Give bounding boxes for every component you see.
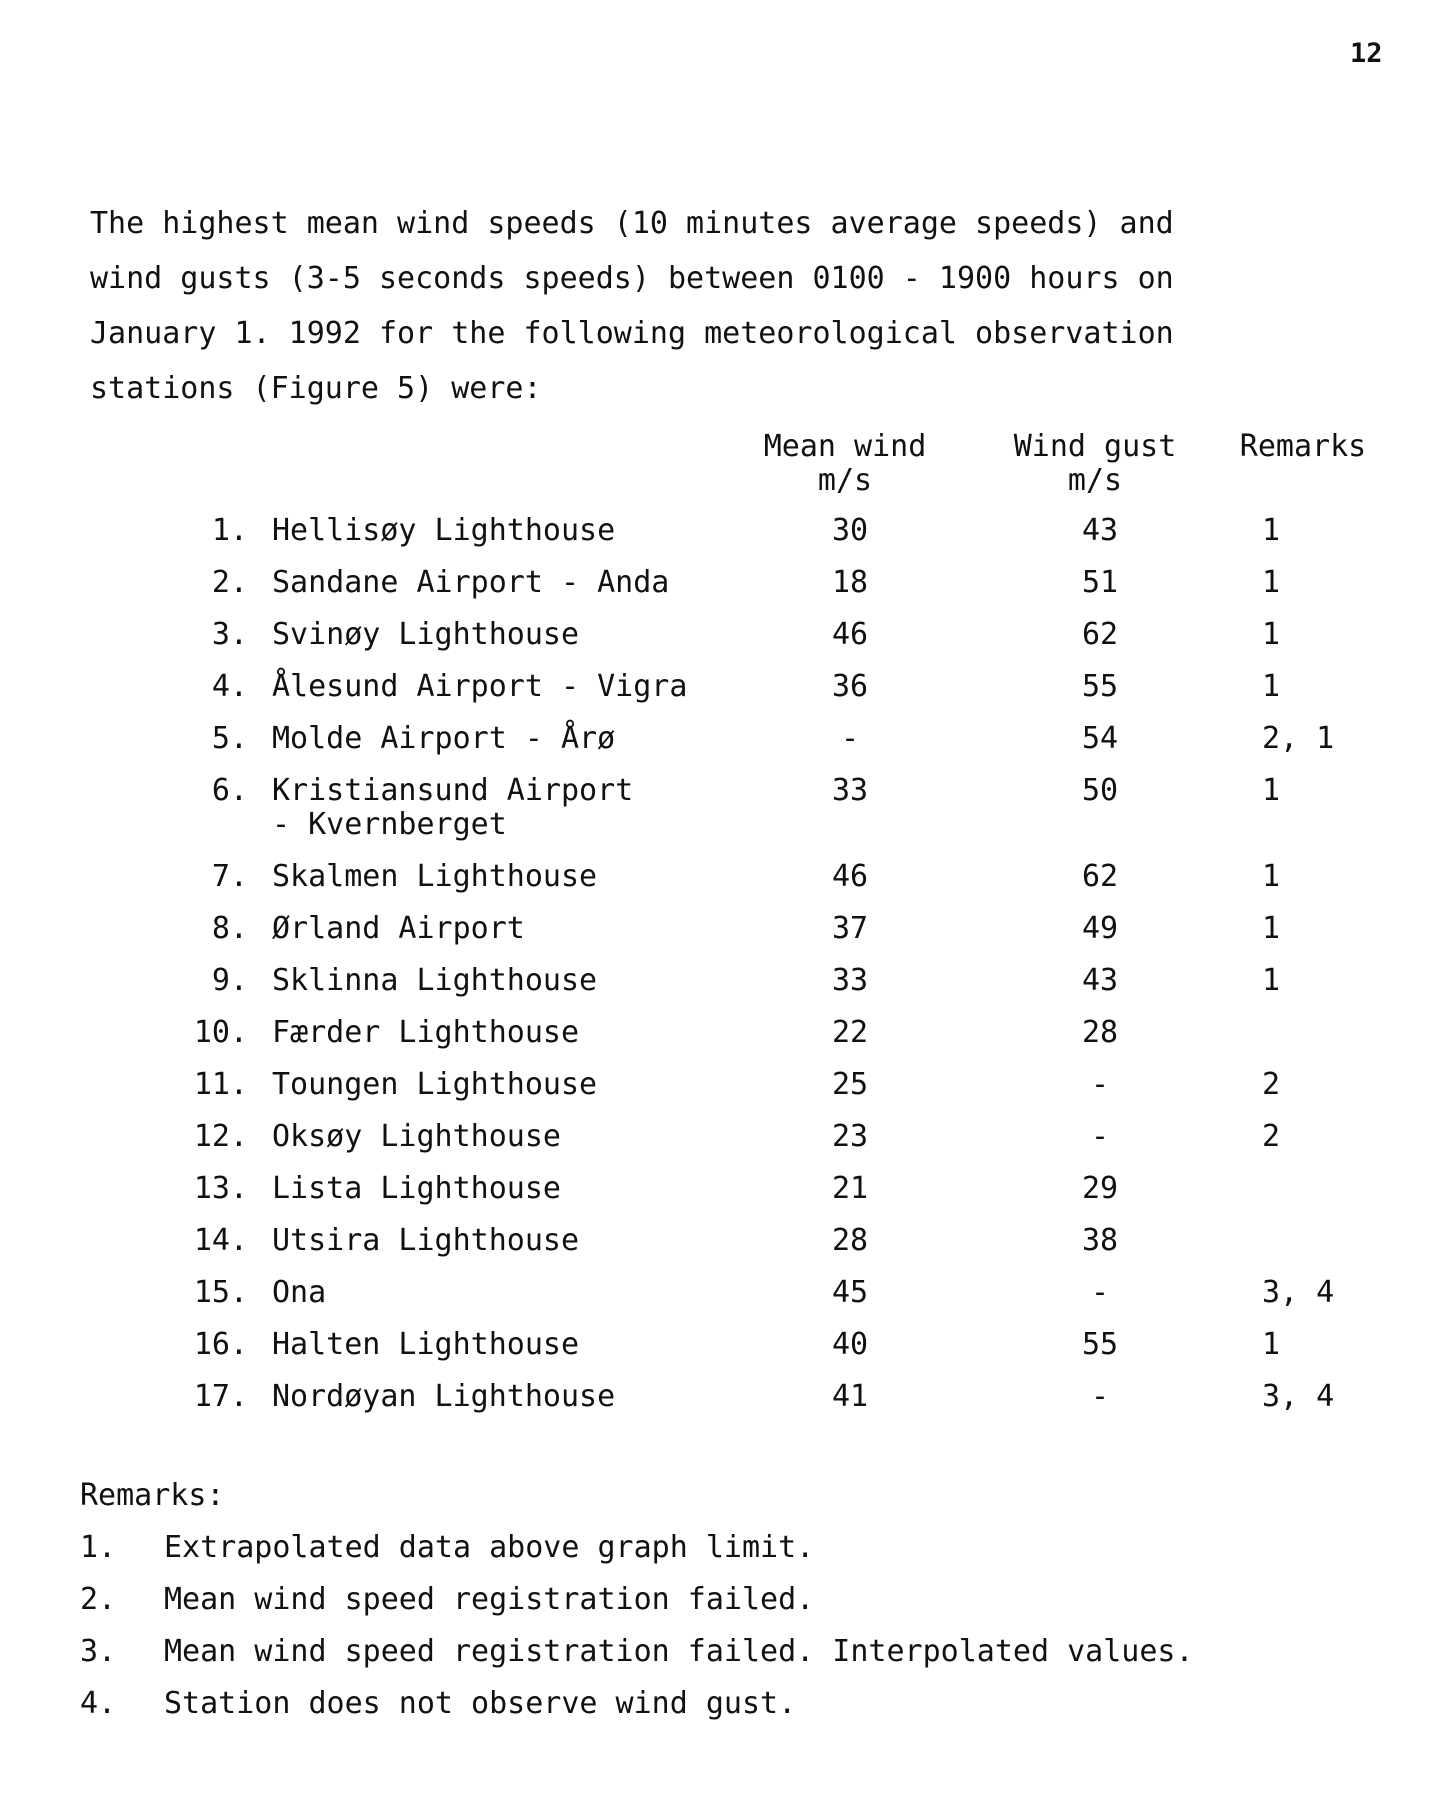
remarks-value: 1 bbox=[1262, 513, 1281, 548]
table-row bbox=[0, 774, 1440, 860]
remark-text: Extrapolated data above graph limit. bbox=[164, 1530, 815, 1565]
station-name bbox=[272, 1276, 752, 1310]
row-number: 11. bbox=[193, 1067, 248, 1102]
remarks-value: 1 bbox=[1262, 669, 1281, 704]
row-number: 7. bbox=[211, 859, 248, 894]
row-number: 12. bbox=[193, 1119, 248, 1154]
mean-wind-value: 23 bbox=[831, 1119, 869, 1154]
row-number: 5. bbox=[211, 721, 248, 756]
header-mean-wind-unit: m/s bbox=[817, 463, 873, 498]
page-number: 12 bbox=[1350, 38, 1383, 69]
remark-item bbox=[80, 1528, 1400, 1580]
row-number: 14. bbox=[193, 1223, 248, 1258]
mean-wind-value: - bbox=[840, 721, 860, 756]
mean-wind-value: 28 bbox=[831, 1223, 869, 1258]
table-row bbox=[0, 514, 1440, 566]
table-row bbox=[0, 670, 1440, 722]
station-name-line: Toungen Lighthouse bbox=[272, 1067, 598, 1102]
table-row bbox=[0, 618, 1440, 670]
row-number: 1. bbox=[211, 513, 248, 548]
mean-wind-value: 22 bbox=[831, 1015, 869, 1050]
row-number: 17. bbox=[193, 1379, 248, 1414]
mean-wind-value: 40 bbox=[831, 1327, 869, 1362]
station-name bbox=[272, 566, 752, 600]
wind-gust-value: 38 bbox=[1081, 1223, 1119, 1258]
table-row bbox=[0, 1120, 1440, 1172]
mean-wind-value: 18 bbox=[831, 565, 869, 600]
remark-number: 4. bbox=[80, 1686, 117, 1721]
station-name bbox=[272, 1172, 752, 1206]
station-name bbox=[272, 1068, 752, 1102]
wind-gust-value: 54 bbox=[1081, 721, 1119, 756]
station-name-line: Ørland Airport bbox=[272, 911, 525, 946]
table-row bbox=[0, 566, 1440, 618]
mean-wind-value: 46 bbox=[831, 617, 869, 652]
remarks-value: 1 bbox=[1262, 565, 1281, 600]
station-name bbox=[272, 964, 752, 998]
remark-number: 2. bbox=[80, 1582, 117, 1617]
header-remarks-label: Remarks bbox=[1239, 429, 1367, 464]
wind-gust-value: 62 bbox=[1081, 617, 1119, 652]
station-name bbox=[272, 1016, 752, 1050]
row-number: 4. bbox=[211, 669, 248, 704]
remark-item bbox=[80, 1580, 1400, 1632]
wind-gust-value: 29 bbox=[1081, 1171, 1119, 1206]
station-name-line: - Kvernberget bbox=[272, 807, 507, 842]
table-row bbox=[0, 1276, 1440, 1328]
intro-line: January 1. 1992 for the following meteorological observation bbox=[90, 316, 1174, 351]
remarks-value: 2, 1 bbox=[1262, 721, 1335, 756]
station-name-line: Færder Lighthouse bbox=[272, 1015, 580, 1050]
station-name bbox=[272, 774, 752, 842]
wind-gust-value: 28 bbox=[1081, 1015, 1119, 1050]
remarks-title: Remarks: bbox=[80, 1478, 225, 1513]
remarks-value: 1 bbox=[1262, 963, 1281, 998]
row-number: 15. bbox=[193, 1275, 248, 1310]
header-remarks bbox=[1218, 430, 1388, 464]
wind-gust-value: - bbox=[1090, 1067, 1110, 1102]
wind-gust-value: 55 bbox=[1081, 1327, 1119, 1362]
station-name bbox=[272, 912, 752, 946]
remarks-value: 1 bbox=[1262, 617, 1281, 652]
station-name-line: Svinøy Lighthouse bbox=[272, 617, 580, 652]
wind-gust-value: - bbox=[1090, 1275, 1110, 1310]
table-row bbox=[0, 1172, 1440, 1224]
table-row bbox=[0, 1016, 1440, 1068]
table-row bbox=[0, 1224, 1440, 1276]
mean-wind-value: 45 bbox=[831, 1275, 869, 1310]
row-number: 16. bbox=[193, 1327, 248, 1362]
station-name bbox=[272, 860, 752, 894]
remark-number: 1. bbox=[80, 1530, 117, 1565]
header-wind-gust-label: Wind gust bbox=[1013, 429, 1177, 464]
station-name bbox=[272, 1328, 752, 1362]
wind-gust-value: 43 bbox=[1081, 963, 1119, 998]
station-name-line: Lista Lighthouse bbox=[272, 1171, 561, 1206]
table-row bbox=[0, 1380, 1440, 1432]
remark-number: 3. bbox=[80, 1634, 117, 1669]
station-name-line: Ona bbox=[272, 1275, 327, 1310]
station-name-line: Molde Airport - Årø bbox=[272, 721, 616, 756]
row-number: 13. bbox=[193, 1171, 248, 1206]
wind-gust-value: - bbox=[1090, 1379, 1110, 1414]
station-name-line: Utsira Lighthouse bbox=[272, 1223, 580, 1258]
intro-line: stations (Figure 5) were: bbox=[90, 371, 542, 406]
station-name bbox=[272, 722, 752, 756]
remarks-value: 1 bbox=[1262, 911, 1281, 946]
intro-line: wind gusts (3-5 seconds speeds) between 0100 - 1900 hours on bbox=[90, 261, 1174, 296]
mean-wind-value: 41 bbox=[831, 1379, 869, 1414]
table-body bbox=[0, 514, 1440, 1432]
intro-paragraph bbox=[90, 196, 1370, 416]
mean-wind-value: 30 bbox=[831, 513, 869, 548]
mean-wind-value: 21 bbox=[831, 1171, 869, 1206]
table-row bbox=[0, 1328, 1440, 1380]
table-row bbox=[0, 860, 1440, 912]
remarks-value: 1 bbox=[1262, 859, 1281, 894]
station-name-line: Skalmen Lighthouse bbox=[272, 859, 598, 894]
row-number: 3. bbox=[211, 617, 248, 652]
station-name bbox=[272, 670, 752, 704]
remark-text: Mean wind speed registration failed. bbox=[164, 1582, 815, 1617]
station-name-line: Halten Lighthouse bbox=[272, 1327, 580, 1362]
mean-wind-value: 25 bbox=[831, 1067, 869, 1102]
table-row bbox=[0, 1068, 1440, 1120]
remarks-value: 3, 4 bbox=[1262, 1275, 1335, 1310]
wind-gust-value: - bbox=[1090, 1119, 1110, 1154]
station-name-line: Hellisøy Lighthouse bbox=[272, 513, 616, 548]
wind-gust-value: 43 bbox=[1081, 513, 1119, 548]
header-mean-wind-label: Mean wind bbox=[763, 429, 927, 464]
remarks-list bbox=[80, 1528, 1400, 1736]
mean-wind-value: 46 bbox=[831, 859, 869, 894]
mean-wind-value: 36 bbox=[831, 669, 869, 704]
wind-gust-value: 50 bbox=[1081, 773, 1119, 808]
row-number: 2. bbox=[211, 565, 248, 600]
station-name bbox=[272, 618, 752, 652]
wind-gust-value: 49 bbox=[1081, 911, 1119, 946]
remarks-section bbox=[80, 1476, 1400, 1736]
intro-line: The highest mean wind speeds (10 minutes average speeds) and bbox=[90, 206, 1174, 241]
wind-gust-value: 51 bbox=[1081, 565, 1119, 600]
table-row bbox=[0, 912, 1440, 964]
station-name-line: Sklinna Lighthouse bbox=[272, 963, 598, 998]
row-number: 6. bbox=[211, 773, 248, 808]
remarks-value: 1 bbox=[1262, 1327, 1281, 1362]
remarks-value: 2 bbox=[1262, 1119, 1281, 1154]
station-name-line: Sandane Airport - Anda bbox=[272, 565, 670, 600]
mean-wind-value: 37 bbox=[831, 911, 869, 946]
header-mean-wind bbox=[740, 430, 950, 498]
remarks-value: 3, 4 bbox=[1262, 1379, 1335, 1414]
table-row bbox=[0, 722, 1440, 774]
row-number: 8. bbox=[211, 911, 248, 946]
wind-gust-value: 62 bbox=[1081, 859, 1119, 894]
mean-wind-value: 33 bbox=[831, 963, 869, 998]
remark-text: Mean wind speed registration failed. Interpolated values. bbox=[164, 1634, 1194, 1669]
remarks-value: 1 bbox=[1262, 773, 1281, 808]
remarks-value: 2 bbox=[1262, 1067, 1281, 1102]
station-name bbox=[272, 1120, 752, 1154]
station-name bbox=[272, 1380, 752, 1414]
header-wind-gust-unit: m/s bbox=[1067, 463, 1123, 498]
wind-gust-value: 55 bbox=[1081, 669, 1119, 704]
station-name bbox=[272, 1224, 752, 1258]
station-name-line: Kristiansund Airport bbox=[272, 773, 634, 808]
station-name-line: Nordøyan Lighthouse bbox=[272, 1379, 616, 1414]
table-row bbox=[0, 964, 1440, 1016]
header-wind-gust bbox=[990, 430, 1200, 498]
mean-wind-value: 33 bbox=[831, 773, 869, 808]
remark-item bbox=[80, 1632, 1400, 1684]
row-number: 9. bbox=[211, 963, 248, 998]
remark-text: Station does not observe wind gust. bbox=[164, 1686, 797, 1721]
row-number: 10. bbox=[193, 1015, 248, 1050]
station-name bbox=[272, 514, 752, 548]
remark-item bbox=[80, 1684, 1400, 1736]
station-name-line: Ålesund Airport - Vigra bbox=[272, 669, 688, 704]
station-name-line: Oksøy Lighthouse bbox=[272, 1119, 561, 1154]
